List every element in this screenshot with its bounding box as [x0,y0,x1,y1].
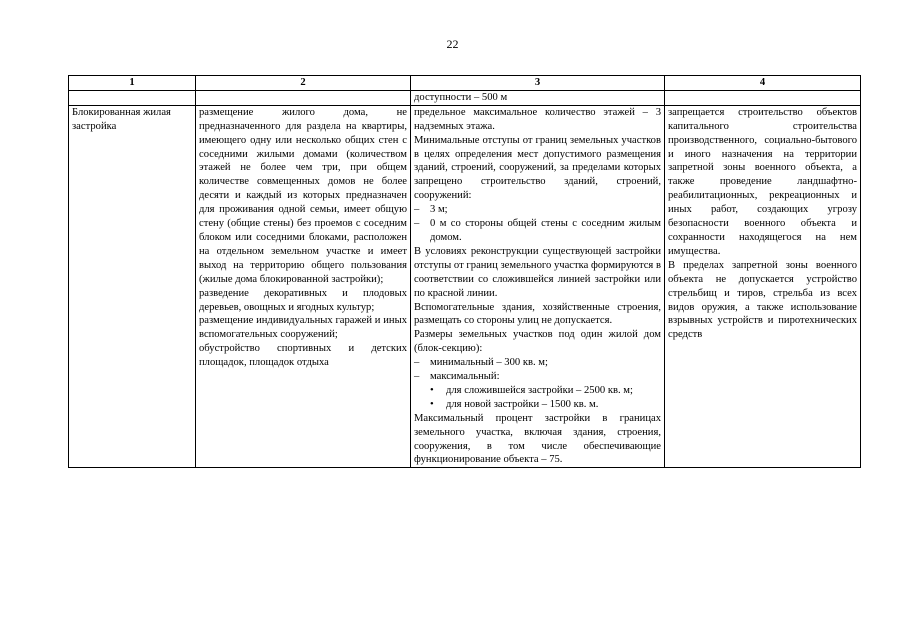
parameters-paragraph: Размеры земельных участков под один жилой дом (блок-секцию): [414,329,661,355]
dash-marker: – [414,204,420,216]
dash-list-item: – минимальный – 300 кв. м; [414,357,548,369]
use-type-cell [69,105,196,468]
bullet-list-item: • для новой застройки – 1500 кв. м. [430,398,599,410]
header-col-1: 1 [69,76,196,91]
parameters-paragraph: В условиях реконструкции существующей застройки отступы от границ земельного участка формируются в соответствии со сложившейся линией застройки или по красной линии. [414,245,661,299]
header-col-2: 2 [196,76,411,91]
regulations-table [68,75,861,468]
use-description-cell [196,105,411,468]
parameters-paragraph: предельное максимальное количество этажей – 3 надземных этажа. [414,106,661,132]
parameters-paragraph: Вспомогательные здания, хозяйственные строения, размещать со стороны улиц не допускается. [414,301,661,327]
header-col-4: 4 [665,76,861,91]
use-type-name: Блокированная жилая застройка [72,106,171,132]
description-paragraph: обустройство спортивных и детских площадок, площадок отдыха [199,343,407,369]
bullet-marker: • [430,384,434,396]
header-col-3: 3 [411,76,665,91]
table-header-row [69,76,861,91]
bullet-marker: • [430,398,434,410]
page-number: 22 [446,37,459,51]
dash-marker: – [414,218,420,230]
table-row [69,105,861,468]
restrictions-paragraph: В пределах запретной зоны военного объекта не допускается устройство стрельбищ и тиров, стрельба из всех видов оружия, а также использование взрывных устройств и пиротехнических средств [668,259,857,341]
dash-marker: – [414,357,420,369]
parameters-paragraph: Минимальные отступы от границ земельных участков в целях определения мест допустимого размещения зданий, строений, сооружений, за пределами которых запрещено строительство зданий, строений, сооружений: [414,134,661,202]
description-paragraph: размещение жилого дома, не предназначенного для раздела на квартиры, имеющего одну или несколько общих стен с соседними жилыми домами (количеством этажей не более чем три, при общем количестве совмещенных домов не более десяти и каждый из которых предназначен для проживания одной семьи, имеет общую стену (общие стены) без проемов с соседним блоком или соседними блоками, расположен на отдельном земельном участке и имеет выход на территорию общего пользования (жилые дома блокированной застройки); [199,106,407,285]
dash-marker: – [414,371,420,383]
dash-list-item: – 0 м со стороны общей стены с соседним жилым домом. [414,218,661,243]
description-paragraph: разведение декоративных и плодовых деревьев, овощных и ягодных культур; [199,287,407,313]
description-paragraph: размещение индивидуальных гаражей и иных вспомогательных сооружений; [199,315,407,341]
restrictions-paragraph: запрещается строительство объектов капитального строительства производственного, социально-бытового и иного назначения на территории запретной зоны военного объекта, а также проведение ландшафтно-реабилитационных, рекреационных и иных работ, создающих угрозу безопасности военного объекта и сохранности находящегося на нем имущества. [668,106,857,257]
bullet-list-item: • для сложившейся застройки – 2500 кв. м; [430,384,633,396]
dash-list-item: – максимальный: [414,371,500,383]
continuation-text: доступности – 500 м [411,90,665,105]
restrictions-cell [665,105,861,468]
dash-list-item: – 3 м; [414,204,448,216]
parameters-paragraph: Максимальный процент застройки в границах земельного участка, включая здания, строения, сооружения, в том числе обеспечивающие функционирование объекта – 75. [414,412,661,466]
continuation-row [69,90,861,105]
parameters-cell [411,105,665,468]
